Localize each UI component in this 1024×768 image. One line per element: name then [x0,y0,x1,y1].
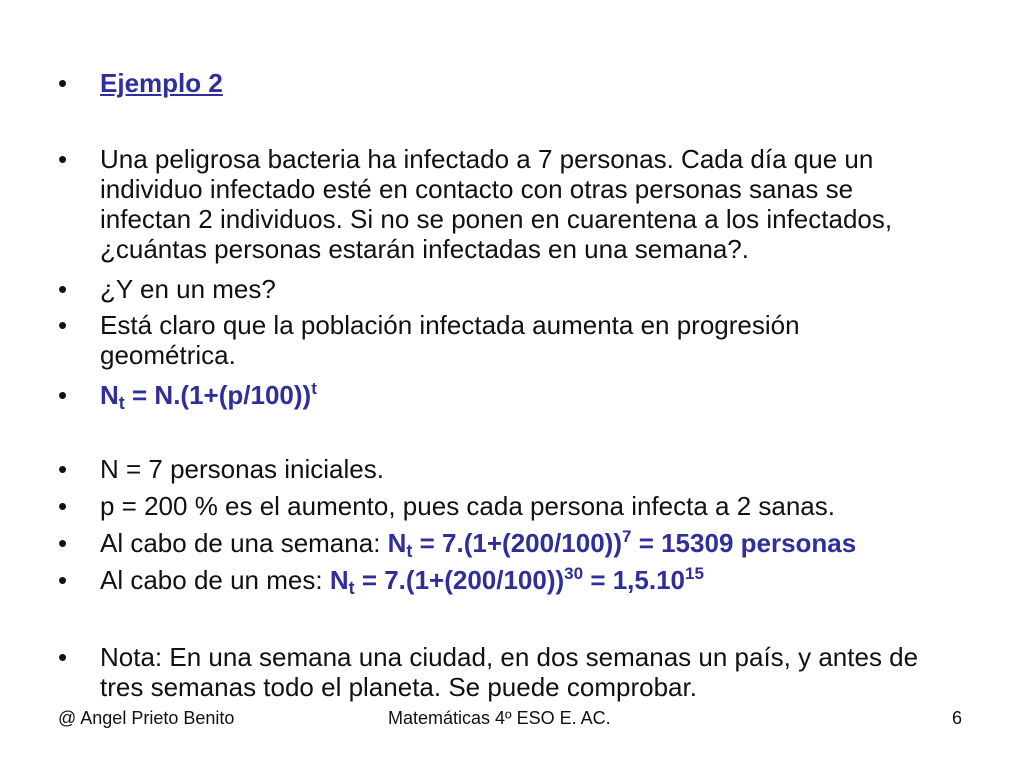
bullet-marker: • [58,454,68,484]
month-formula [329,564,704,598]
bullet-marker: • [58,310,68,340]
week-result: = 15309 personas [631,528,857,558]
month-base: N [329,565,349,595]
bullet-marker: • [58,274,68,304]
formula [100,379,940,413]
month-line [100,564,940,598]
week-exp: 7 [622,527,632,546]
n-initial-text: N = 7 personas iniciales. [100,454,384,484]
month-result: = 1,5.10 [583,565,686,595]
month-sub: t [348,578,355,598]
bullet-marker: • [58,528,68,558]
month-result-exp: 15 [685,564,704,583]
problem-text: Una peligrosa bacteria ha infectado a 7 personas. Cada día que un individuo infectado esté en contacto con otras personas sanas se infectan 2 individuos. Si no se ponen en cuarentena a los infectados, ¿cuántas personas estarán infectadas en una semana?. [100,144,893,264]
bullet-marker: • [58,642,68,672]
week-formula [387,527,857,561]
week-line [100,527,940,561]
formula-lhs-sub: t [118,393,125,413]
formula-rhs: = N.(1+(p/100)) [124,380,312,410]
explanation-text: Está claro que la población infectada aumenta en progresión geométrica. [100,310,800,370]
footer-page-number: 6 [952,708,963,728]
week-expr: = 7.(1+(200/100)) [412,528,622,558]
week-sub: t [406,541,413,561]
month-expr: = 7.(1+(200/100)) [354,565,565,595]
note-text: Nota: En una semana una ciudad, en dos semanas un país, y antes de tres semanas todo el planeta. Se puede comprobar. [100,642,919,702]
bullet-marker: • [58,565,68,595]
p-increase-text: p = 200 % es el aumento, pues cada persona infecta a 2 sanas. [100,491,835,521]
formula-rhs-sup: t [311,379,317,398]
question-month-text: ¿Y en un mes? [100,274,276,304]
week-base: N [387,528,407,558]
footer-course: Matemáticas 4º ESO E. AC. [388,708,611,728]
slide-title: Ejemplo 2 [100,68,223,98]
bullet-marker: • [58,380,68,410]
bullet-marker: • [58,144,68,174]
week-prefix: Al cabo de una semana: [100,528,388,558]
formula-lhs-base: N [100,380,119,410]
month-exp: 30 [564,564,584,583]
footer-author: @ Angel Prieto Benito [58,708,235,728]
bullet-marker: • [58,491,68,521]
month-prefix: Al cabo de un mes: [100,565,330,595]
bullet-marker: • [58,68,68,98]
